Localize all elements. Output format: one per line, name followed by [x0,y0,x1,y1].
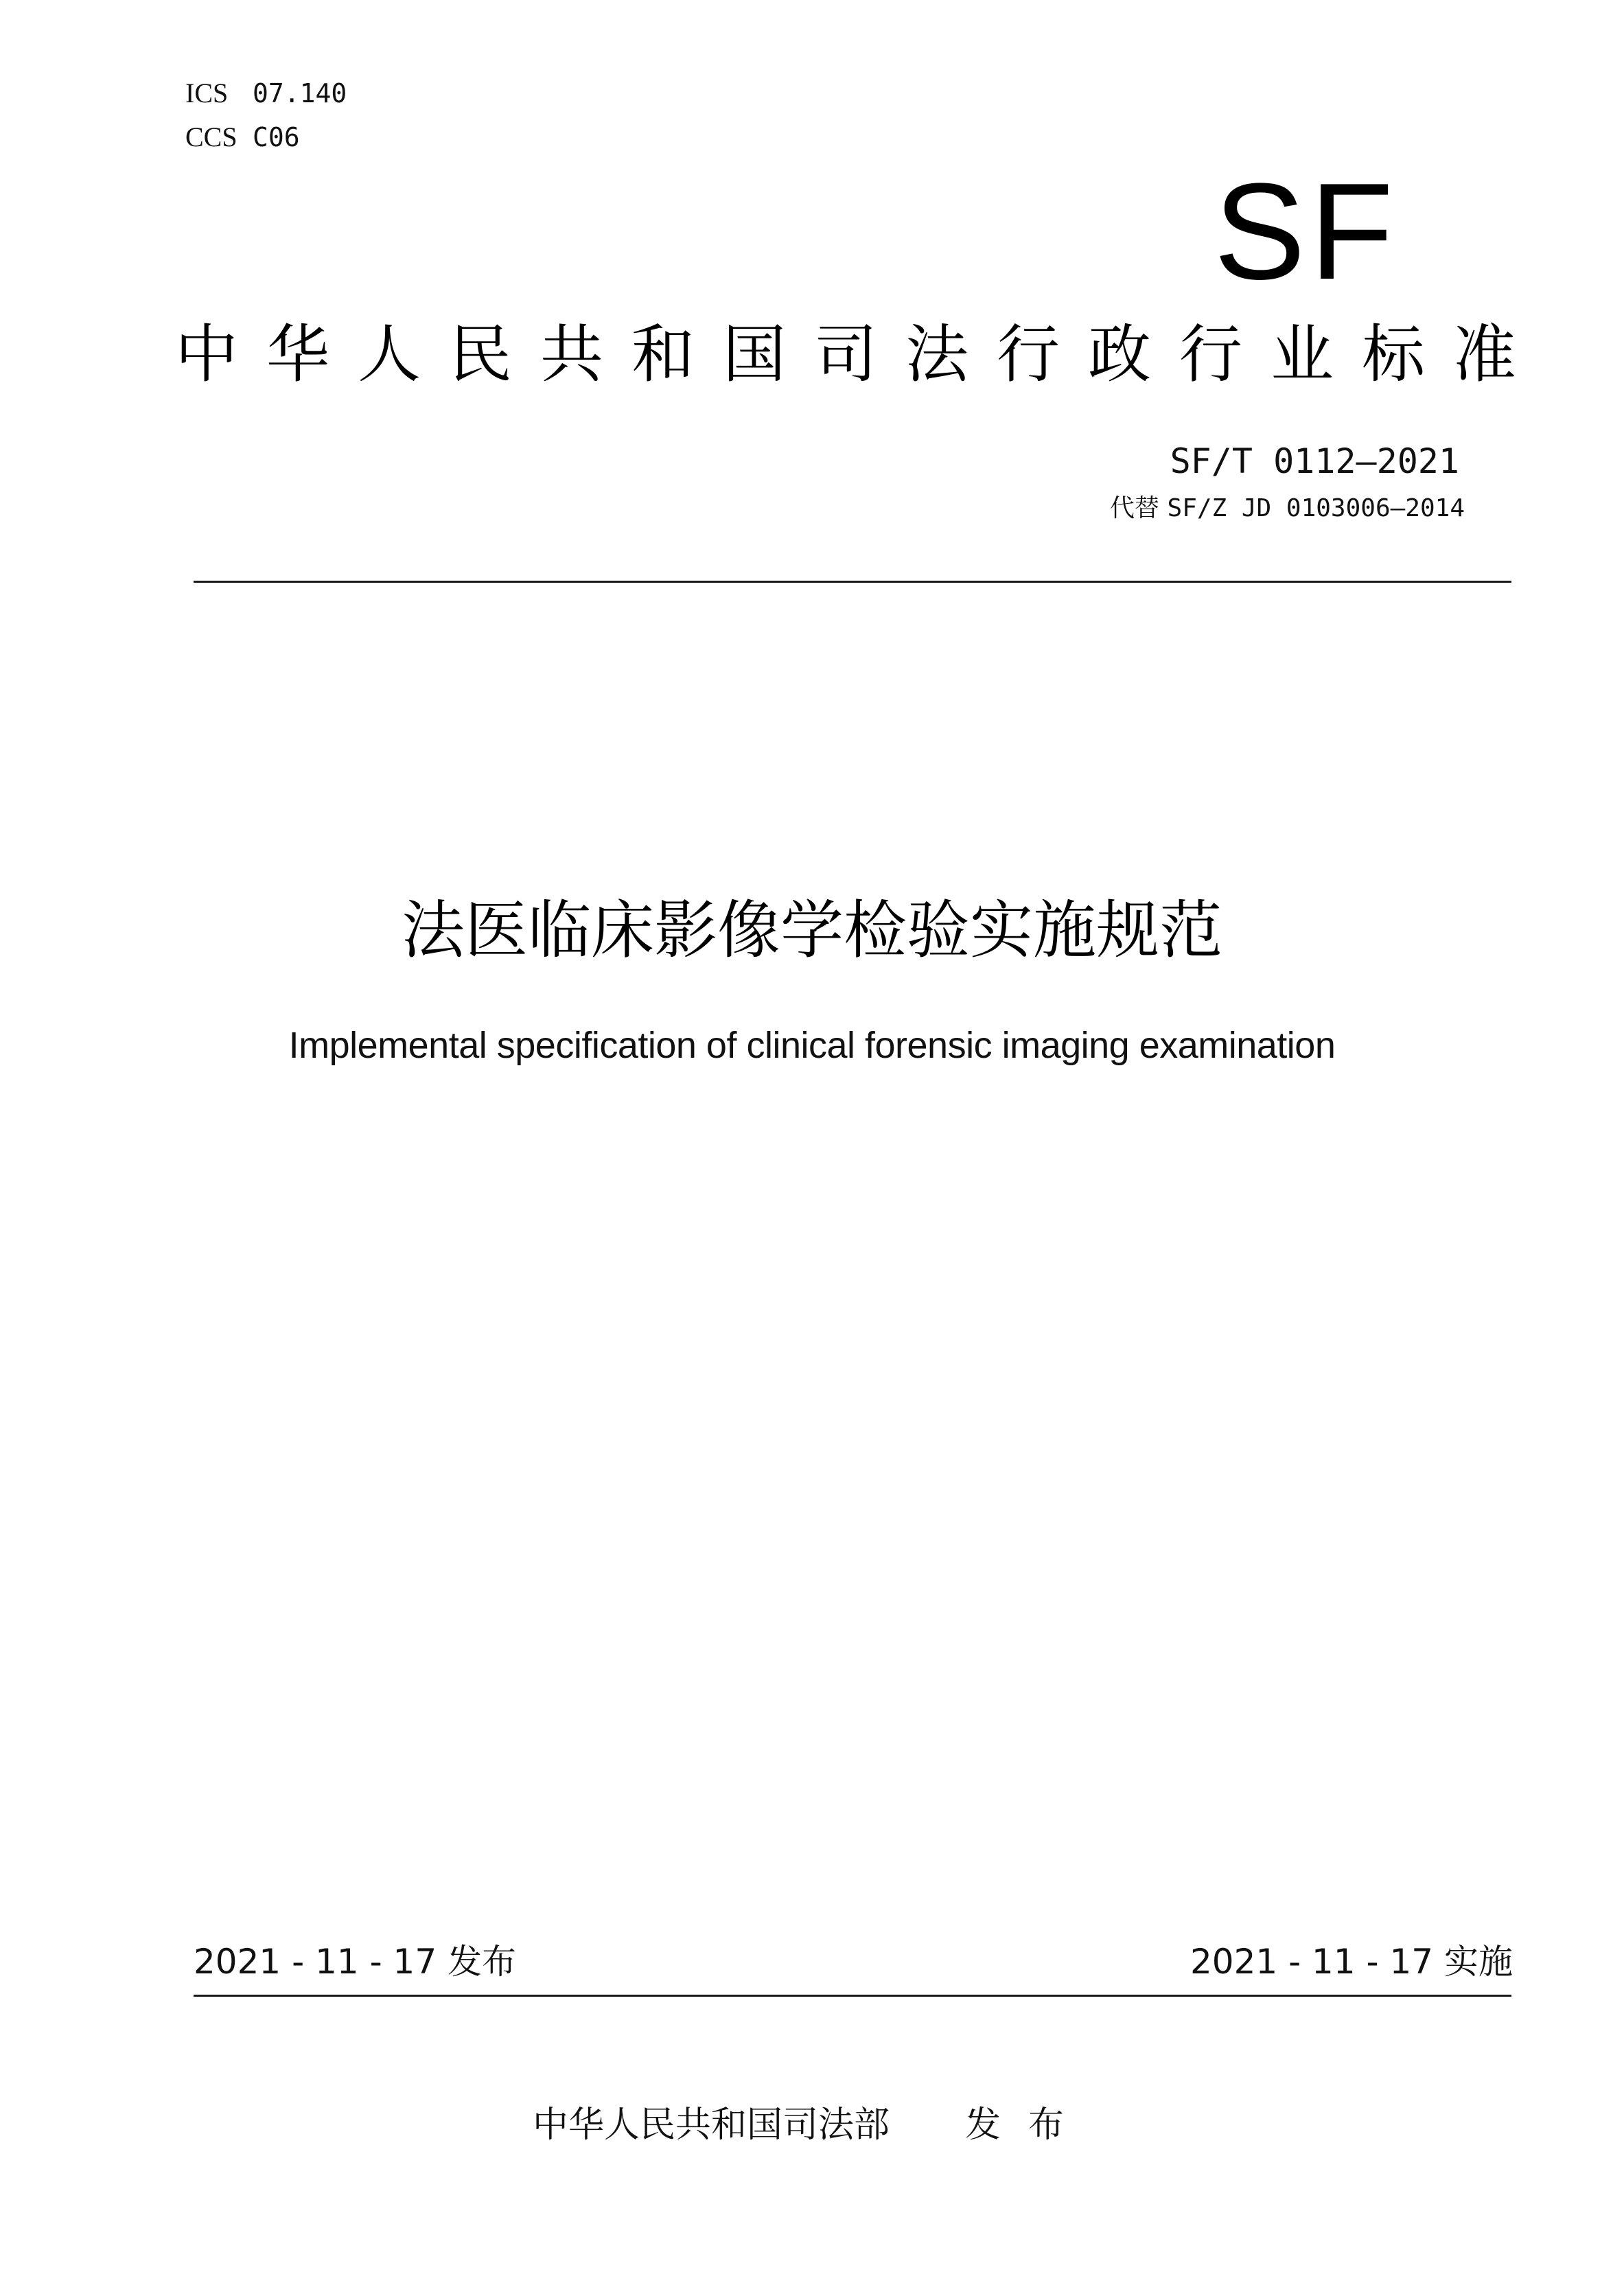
standard-type-heading: 中华人民共和国司法行政行业标准 [175,318,1545,391]
title-english: Implemental specification of clinical forensic imaging examination [288,1025,1336,1066]
ccs-code [185,121,300,154]
top-divider [194,581,1511,583]
replaces-label: 代替 [1110,494,1160,522]
issue-date: 2021 - 11 - 17 发布 [194,1942,517,1982]
implementation-date: 2021 - 11 - 17 实施 [1190,1942,1513,1982]
ics-code [185,77,347,110]
ics-label: ICS [185,78,229,108]
sf-mark: SF [1214,155,1397,308]
replaces-number: SF/Z JD 0103006—2014 [1167,494,1465,522]
issuer-line [0,2103,1624,2147]
issuer-name: 中华人民共和国司法部 [532,2104,890,2146]
ccs-value: C06 [253,122,300,152]
title-chinese: 法医临床影像学检验实施规范 [401,894,1222,967]
standard-number: SF/T 0112—2021 [1170,441,1459,481]
replaces-line [1110,493,1465,524]
ics-value: 07.140 [253,78,347,108]
issue-word: 发布 [965,2104,1092,2146]
ccs-label: CCS [185,121,237,152]
bottom-divider [194,1995,1511,1997]
